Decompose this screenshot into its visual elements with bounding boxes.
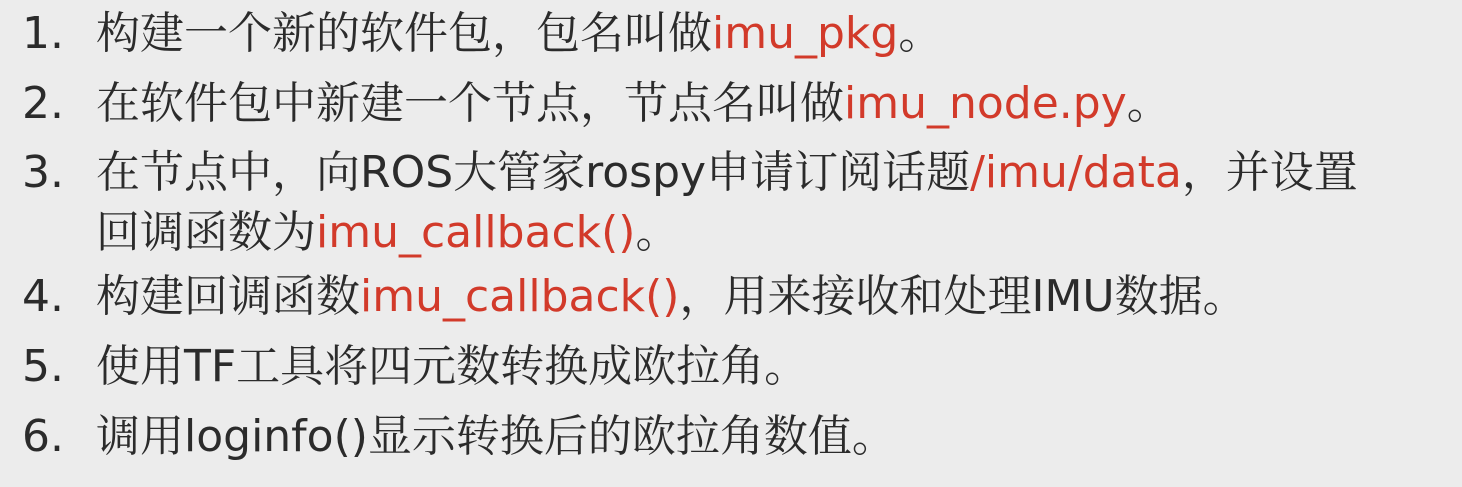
step-punctuation: 。: [635, 207, 680, 258]
step-1: [22, 3, 1452, 65]
step-5: [22, 336, 1452, 398]
step-text-tail: ，并设置: [1181, 147, 1358, 198]
topic-name: /imu/data: [970, 147, 1182, 198]
step-number: 3.: [22, 147, 64, 198]
step-text: 调用loginfo()显示转换后的欧拉角数值。: [96, 411, 896, 462]
step-4: [22, 266, 1452, 328]
step-2: [22, 73, 1452, 135]
step-text: 在软件包中新建一个节点，节点名叫做: [96, 78, 844, 129]
step-number: 4.: [22, 271, 64, 322]
step-number: 6.: [22, 411, 64, 462]
step-3: [22, 143, 1452, 263]
step-number: 5.: [22, 341, 64, 392]
step-text-tail: ，用来接收和处理IMU数据。: [679, 271, 1247, 322]
node-name: imu_node.py: [844, 78, 1127, 129]
step-text: 构建一个新的软件包，包名叫做: [96, 8, 712, 59]
callback-name: imu_callback(): [360, 271, 680, 322]
step-text: 使用TF工具将四元数转换成欧拉角。: [96, 341, 809, 392]
step-text: 在节点中，向ROS大管家rospy申请订阅话题: [96, 147, 971, 198]
callback-name: imu_callback(): [316, 207, 636, 258]
step-text: 构建回调函数: [96, 271, 360, 322]
step-6: [22, 406, 1452, 468]
step-number: 2.: [22, 78, 64, 129]
package-name: imu_pkg: [712, 8, 899, 59]
step-number: 1.: [22, 8, 64, 59]
step-continuation: [22, 203, 1452, 263]
step-punctuation: 。: [898, 8, 943, 59]
step-punctuation: 。: [1126, 78, 1171, 129]
step-text: 回调函数为: [96, 207, 316, 258]
